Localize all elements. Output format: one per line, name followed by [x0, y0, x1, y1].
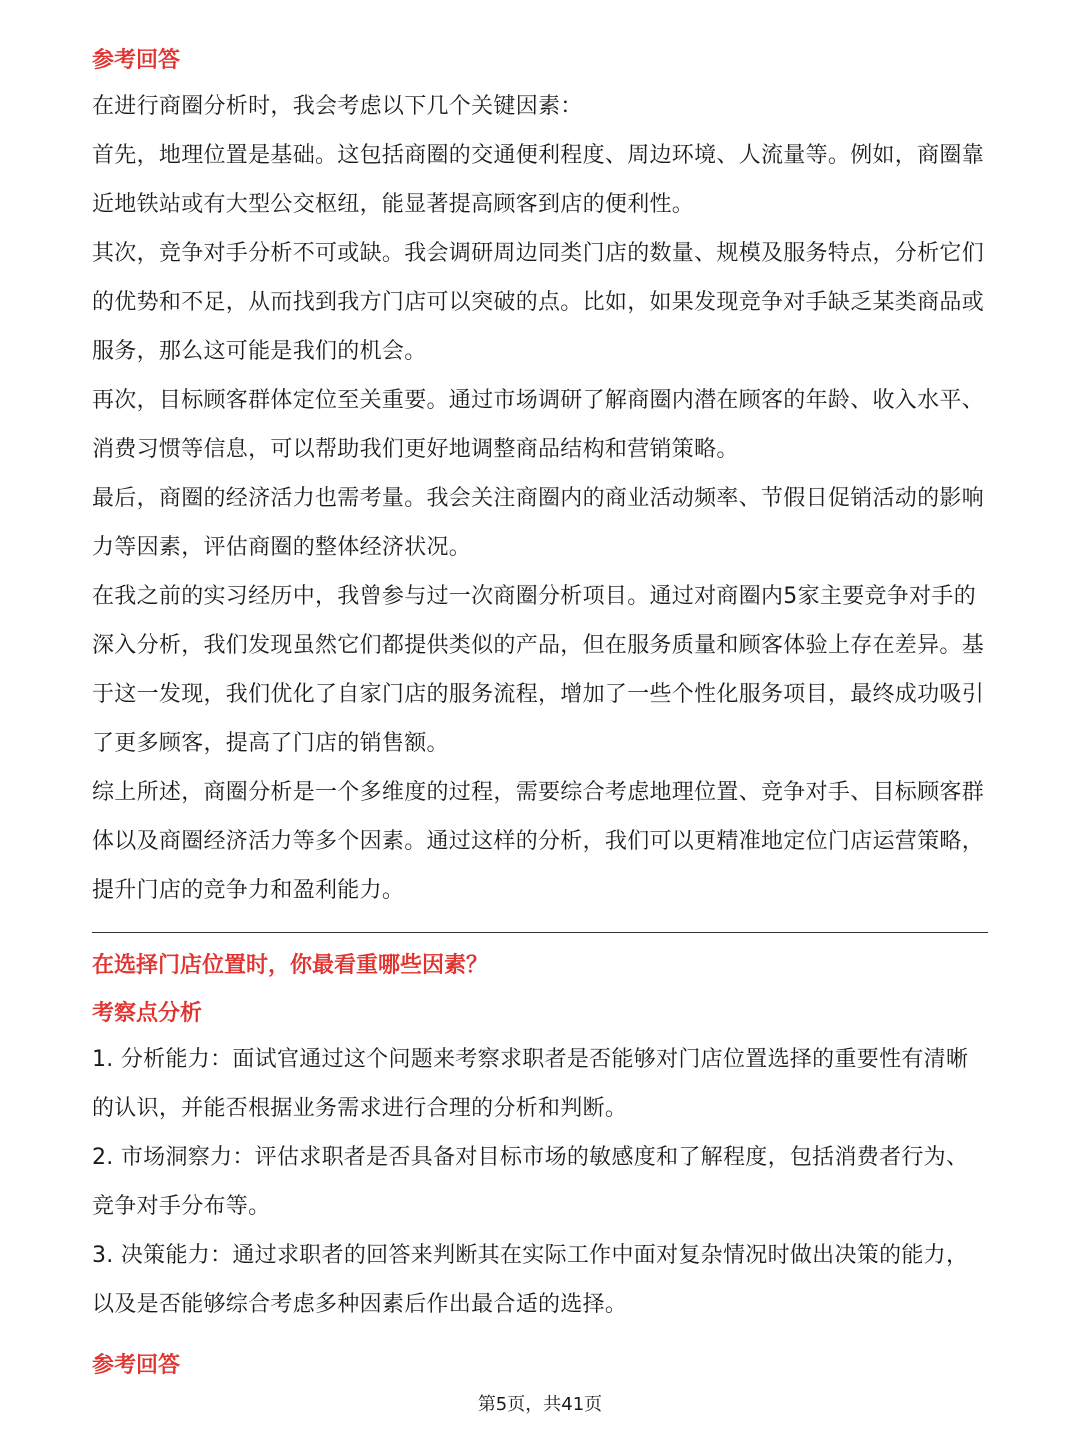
reference-answer-section	[92, 40, 988, 915]
page-indicator: 第5页，共41页	[477, 1394, 603, 1415]
analysis-heading: 考察点分析	[92, 1001, 203, 1026]
answer-paragraph-intro: 在进行商圈分析时，我会考虑以下几个关键因素：	[92, 94, 583, 119]
page-content	[92, 40, 988, 1387]
answer-paragraph-economy: 最后，商圈的经济活力也需考量。我会关注商圈内的商业活动频率、节假日促销活动的影响力等因素，评估商圈的整体经济状况。	[92, 486, 985, 560]
section-divider	[92, 932, 988, 933]
answer-paragraph-summary: 综上所述，商圈分析是一个多维度的过程，需要综合考虑地理位置、竞争对手、目标顾客群体以及商圈经济活力等多个因素。通过这样的分析，我们可以更精准地定位门店运营策略，提升门店的竞争力和盈利能力。	[92, 780, 985, 903]
reference-answer-heading-2: 参考回答	[92, 1353, 181, 1378]
answer-paragraph-experience: 在我之前的实习经历中，我曾参与过一次商圈分析项目。通过对商圈内5家主要竞争对手的深入分析，我们发现虽然它们都提供类似的产品，但在服务质量和顾客体验上存在差异。基于这一发现，我们优化了自家门店的服务流程，增加了一些个性化服务项目，最终成功吸引了更多顾客，提高了门店的销售额。	[92, 584, 985, 756]
analysis-point-3: 3. 决策能力：通过求职者的回答来判断其在实际工作中面对复杂情况时做出决策的能力，以及是否能够综合考虑多种因素后作出最合适的选择。	[92, 1243, 969, 1317]
analysis-point-2: 2. 市场洞察力：评估求职者是否具备对目标市场的敏感度和了解程度，包括消费者行为、竞争对手分布等。	[92, 1145, 969, 1219]
question-section	[92, 945, 988, 1387]
analysis-point-1: 1. 分析能力：面试官通过这个问题来考察求职者是否能够对门店位置选择的重要性有清晰的认识，并能否根据业务需求进行合理的分析和判断。	[92, 1047, 969, 1121]
answer-paragraph-target-customers: 再次，目标顾客群体定位至关重要。通过市场调研了解商圈内潜在顾客的年龄、收入水平、消费习惯等信息，可以帮助我们更好地调整商品结构和营销策略。	[92, 388, 985, 462]
answer-paragraph-location: 首先，地理位置是基础。这包括商圈的交通便利程度、周边环境、人流量等。例如，商圈靠近地铁站或有大型公交枢纽，能显著提高顾客到店的便利性。	[92, 143, 985, 217]
question-title: 在选择门店位置时，你最看重哪些因素？	[92, 953, 489, 978]
answer-paragraph-competition: 其次，竞争对手分析不可或缺。我会调研周边同类门店的数量、规模及服务特点，分析它们的优势和不足，从而找到我方门店可以突破的点。比如，如果发现竞争对手缺乏某类商品或服务，那么这可能是我们的机会。	[92, 241, 985, 364]
reference-answer-heading: 参考回答	[92, 48, 181, 73]
